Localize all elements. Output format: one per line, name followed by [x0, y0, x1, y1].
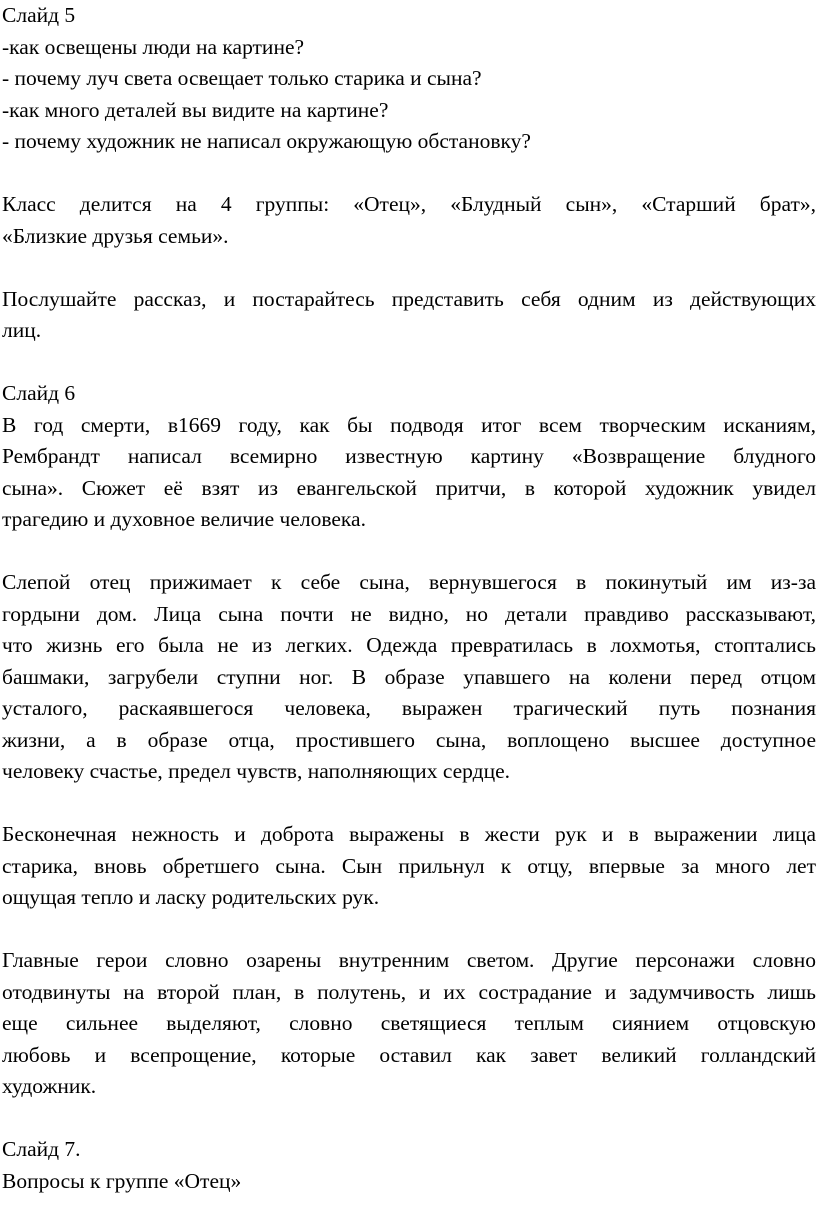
paragraph-line: что жизнь его была не из легких. Одежда превратилась в лохмотья, стоптались [2, 633, 816, 657]
paragraph-line: ощущая тепло и ласку родительских рук. [2, 885, 380, 909]
question-line: -как освещены люди на картине? [2, 34, 305, 59]
paragraph-line: Слепой отец прижимает к себе сына, вернувшегося в покинутый им из-за [2, 570, 816, 594]
slide-7-subheading: Вопросы к группе «Отец» [2, 1168, 242, 1193]
paragraph-line: Главные герои словно озарены внутренним светом. Другие персонажи словно [2, 948, 816, 972]
paragraph-line: гордыни дом. Лица сына почти не видно, но детали правдиво рассказывают, [2, 601, 816, 626]
paragraph-line: любовь и всепрощение, которые оставил как завет великий голландский [2, 1042, 816, 1067]
paragraph-line: трагедию и духовное величие человека. [2, 507, 366, 531]
paragraph-line: башмаки, загрубели ступни ног. В образе упавшего на колени перед отцом [2, 664, 816, 689]
paragraph-line: еще сильнее выделяют, словно светящиеся теплым сиянием отцовскую [2, 1011, 816, 1035]
paragraph-line: человеку счастье, предел чувств, наполняющих сердце. [2, 759, 510, 783]
groups-line: Класс делится на 4 группы: «Отец», «Блудный сын», «Старший брат», [2, 192, 816, 216]
paragraph-line: Бесконечная нежность и доброта выражены в жести рук и в выражении лица [2, 822, 816, 846]
paragraph-line: отодвинуты на второй план, в полутень, и их сострадание и задумчивость лишь [2, 979, 816, 1004]
slide-7-heading: Слайд 7. [2, 1137, 81, 1161]
spacer [2, 914, 816, 946]
spacer [2, 252, 816, 284]
listen-line: лиц. [2, 318, 42, 342]
paragraph-line: усталого, раскаявшегося человека, выражен трагический путь познания [2, 696, 816, 720]
paragraph-line: художник. [2, 1074, 97, 1098]
spacer [2, 536, 816, 568]
spacer [2, 347, 816, 379]
slide-5-heading: Слайд 5 [2, 3, 76, 27]
paragraph-line: жизни, а в образе отца, простившего сына, воплощено высшее доступное [2, 727, 816, 752]
spacer [2, 158, 816, 190]
question-line: -как много деталей вы видите на картине? [2, 97, 389, 122]
paragraph-line: Рембрандт написал всемирно известную картину «Возвращение блудного [2, 444, 816, 468]
spacer [2, 1103, 816, 1135]
question-line: - почему луч света освещает только старика и сына? [2, 66, 482, 90]
paragraph-line: сына». Сюжет её взят из евангельской притчи, в которой художник увидел [2, 475, 816, 500]
question-line: - почему художник не написал окружающую обстановку? [2, 129, 531, 153]
slide-6-heading: Слайд 6 [2, 381, 76, 405]
paragraph-line: старика, вновь обретшего сына. Сын прильнул к отцу, впервые за много лет [2, 853, 816, 878]
paragraph-line: В год смерти, в1669 году, как бы подводя итог всем творческим исканиям, [2, 412, 816, 437]
spacer [2, 788, 816, 820]
listen-line: Послушайте рассказ, и постарайтесь представить себя одним из действующих [2, 286, 816, 311]
groups-line: «Близкие друзья семьи». [2, 223, 229, 248]
